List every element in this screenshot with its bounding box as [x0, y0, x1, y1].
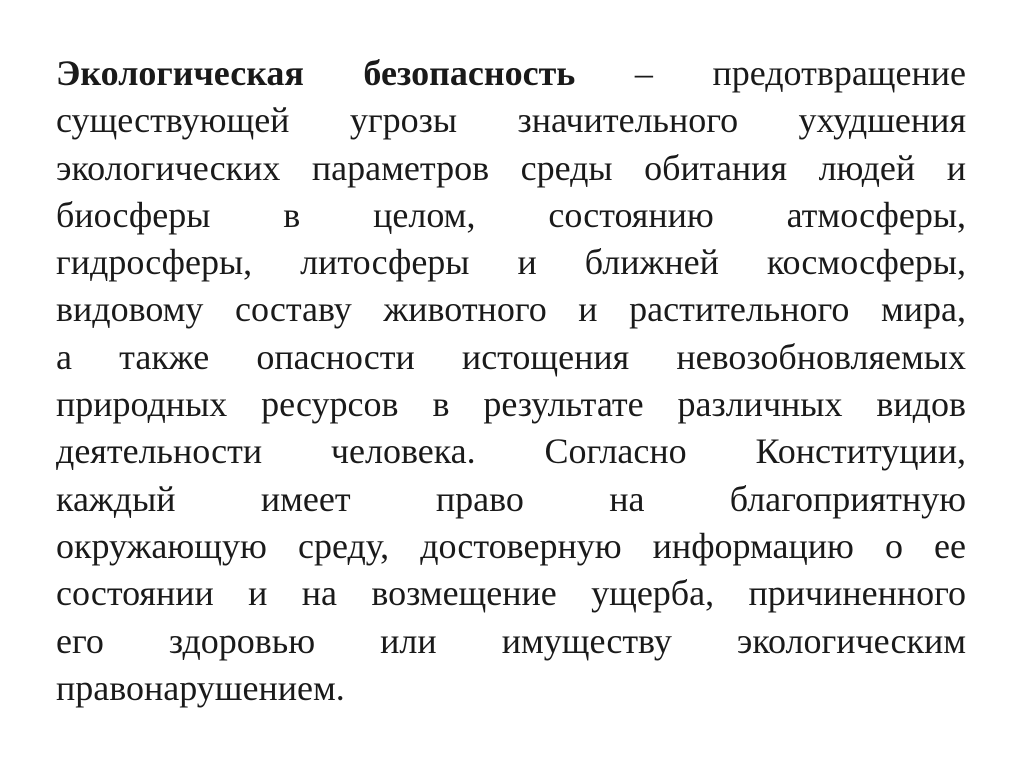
paragraph-line: природных ресурсов в результате различных видов — [56, 384, 966, 425]
paragraph-line: видовому составу животного и растительного мира, — [56, 289, 966, 330]
paragraph-line: существующей угрозы значительного ухудшения — [56, 100, 966, 141]
paragraph-line: а также опасности истощения невозобновляемых — [56, 336, 966, 377]
paragraph-line: биосферы в целом, состоянию атмосферы, — [56, 194, 966, 235]
paragraph-line-last: правонарушением. — [56, 667, 345, 708]
paragraph-line: каждый имеет право на благоприятную — [56, 478, 966, 519]
definition-intro: – предотвращение — [575, 53, 967, 93]
paragraph-line: окружающую среду, достоверную информацию о ее — [56, 525, 966, 566]
paragraph-line: состоянии и на возмещение ущерба, причиненного — [56, 573, 966, 614]
paragraph-line: экологических параметров среды обитания людей и — [56, 147, 966, 188]
paragraph-line-1 — [56, 50, 966, 97]
paragraph-line: деятельности человека. Согласно Конституции, — [56, 431, 966, 472]
paragraph-line: его здоровью или имуществу экологическим — [56, 620, 966, 661]
definition-paragraph — [56, 50, 966, 712]
paragraph-line: гидросферы, литосферы и ближней космосферы, — [56, 242, 966, 283]
defined-term: Экологическая безопасность — [56, 53, 576, 93]
